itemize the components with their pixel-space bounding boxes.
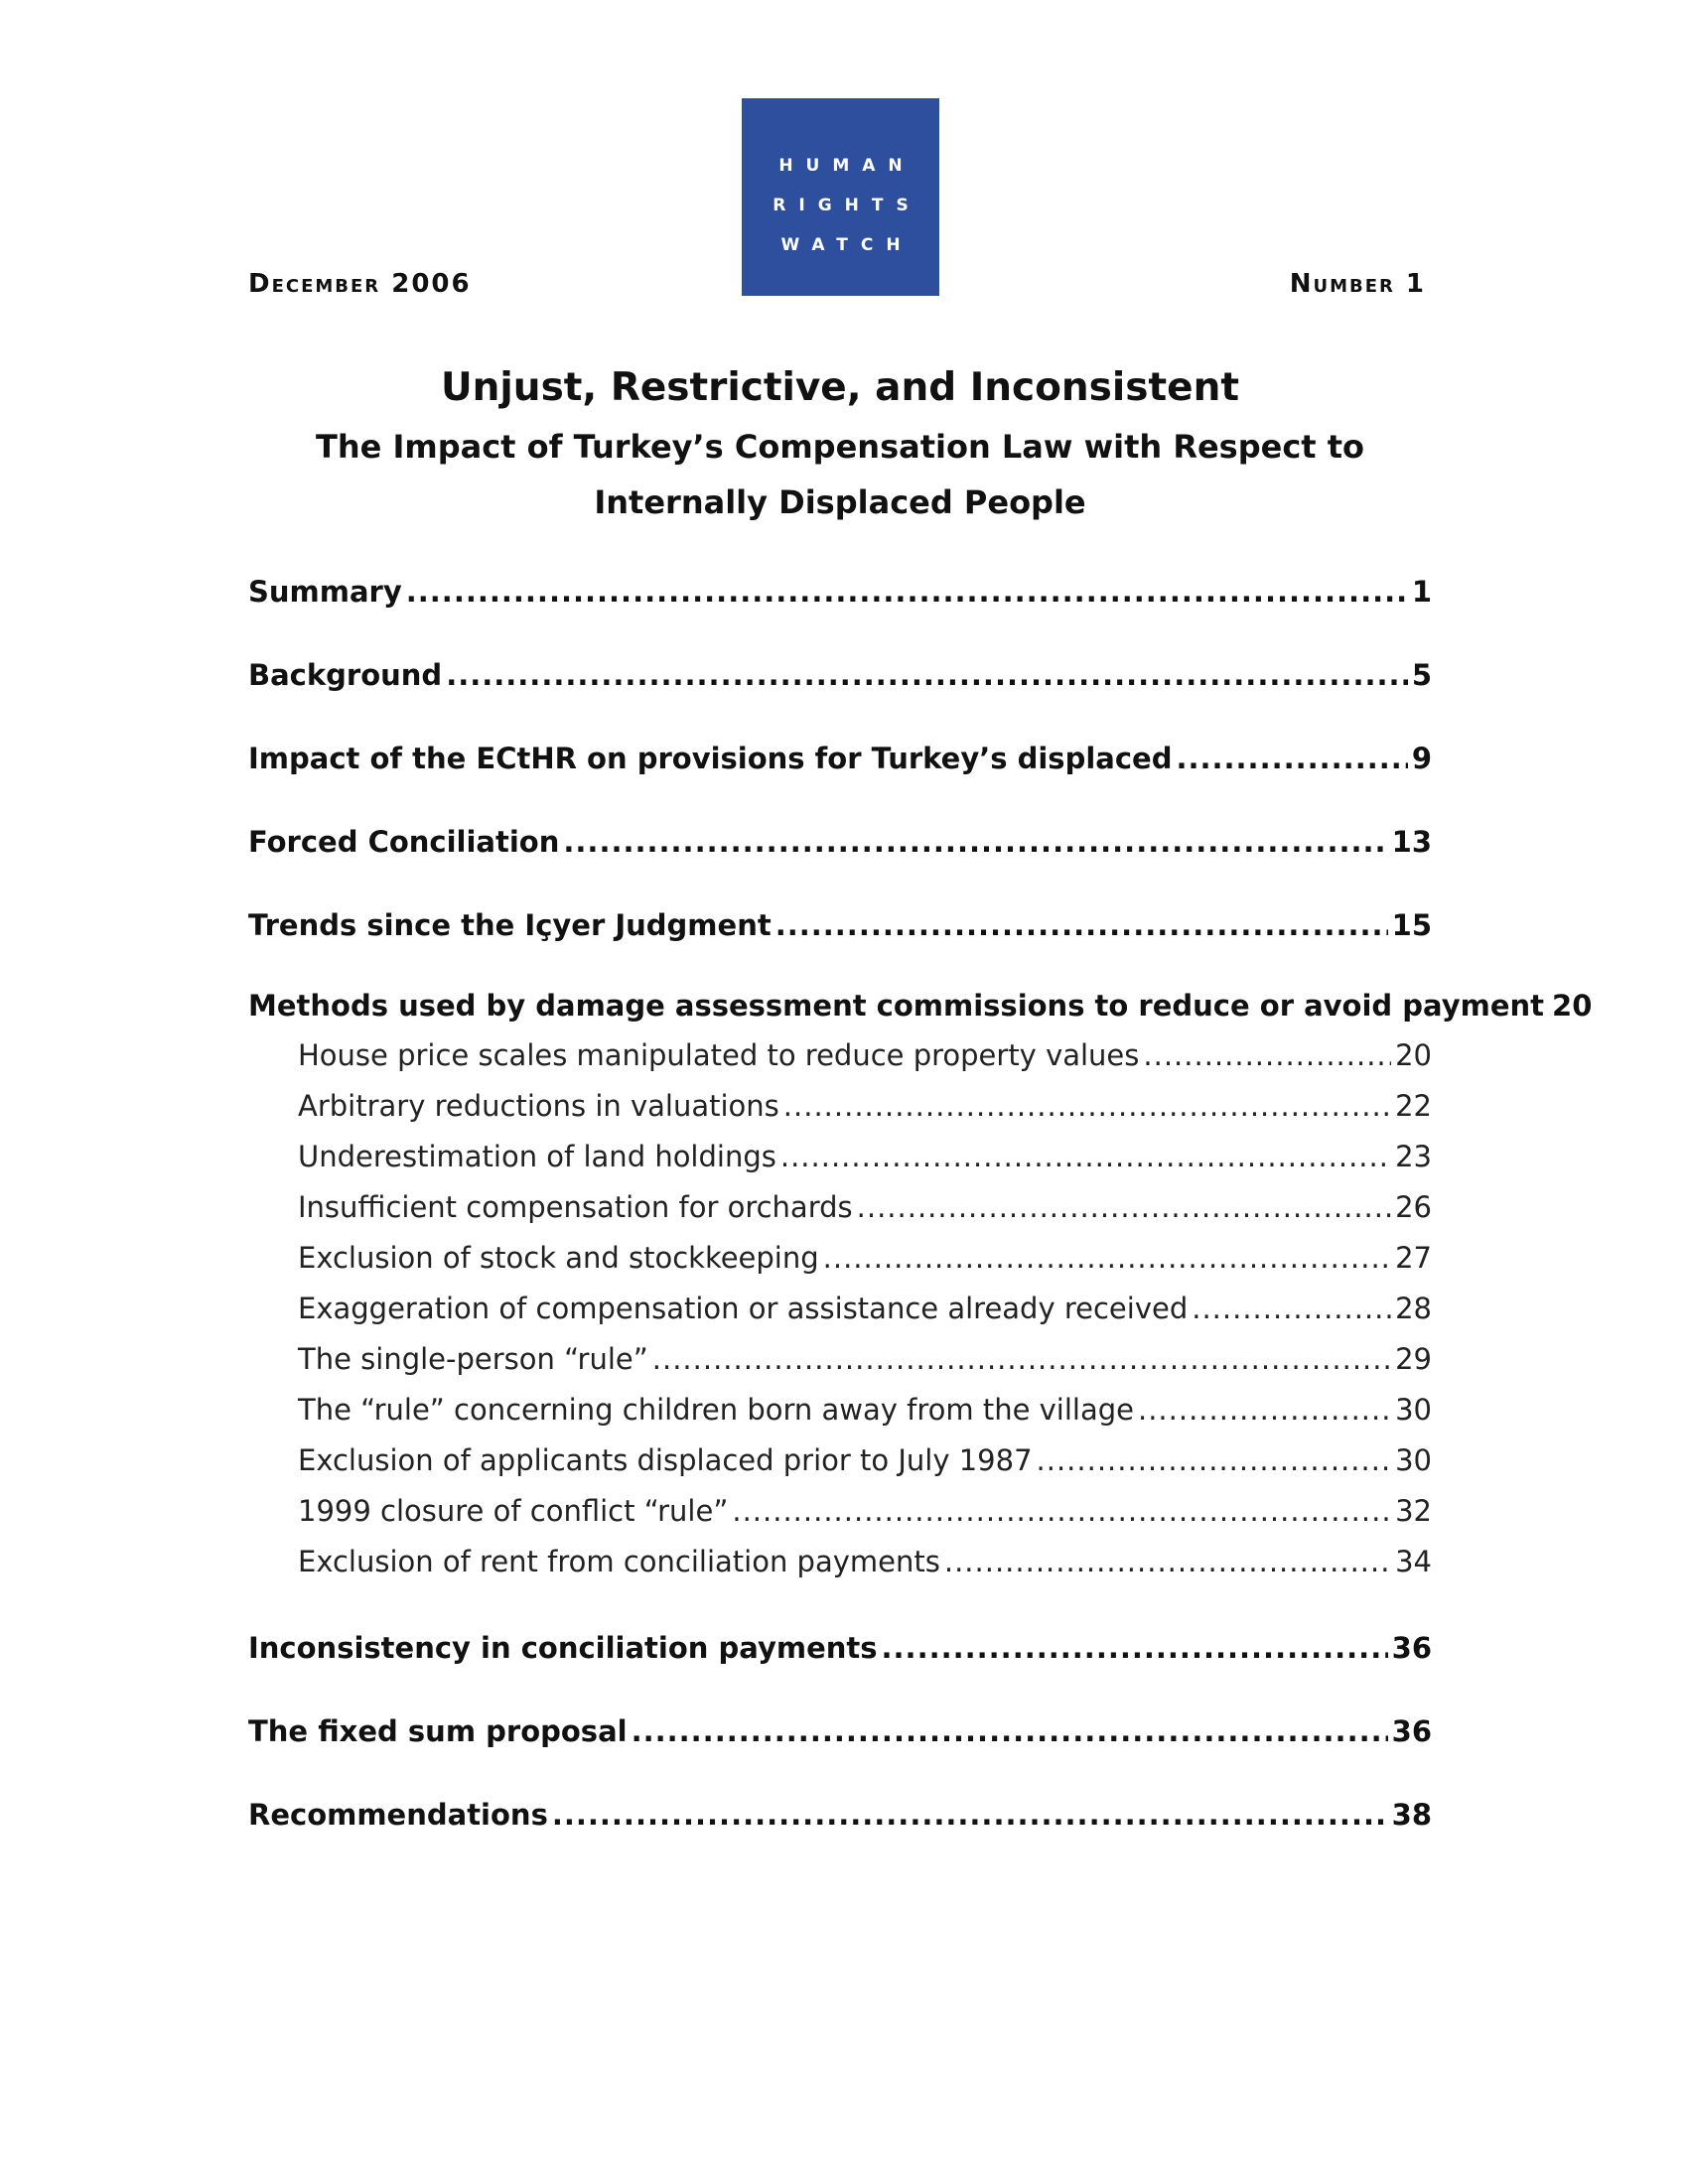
toc-subentry-label: Arbitrary reductions in valuations [298,1089,779,1123]
toc-leader-dots [632,1704,1388,1759]
toc-entry-methods[interactable] [248,981,1593,1030]
toc-entry-forced-conciliation[interactable] [248,814,1432,897]
toc-leader-dots [652,1334,1391,1385]
toc-entry-label: Methods used by damage assessment commissions to reduce or avoid payment [248,989,1545,1023]
toc-leader-dots [857,1182,1391,1233]
toc-page-number: 29 [1395,1342,1432,1376]
toc-leader-dots [1192,1284,1391,1334]
report-subtitle-line-1: The Impact of Turkey’s Compensation Law with Respect to [316,428,1364,466]
logo-line-1: HUMAN [778,156,915,176]
toc-leader-dots [406,564,1408,619]
toc-leader-dots [780,1132,1391,1182]
toc-page-number: 1 [1411,575,1432,609]
toc-entry-trends[interactable] [248,897,1432,981]
toc-leader-dots [783,1081,1391,1132]
toc-subentry-land-holdings[interactable] [248,1132,1432,1182]
toc-entry-fixed-sum-proposal[interactable] [248,1704,1432,1787]
toc-subentry-label: Exclusion of stock and stockkeeping [298,1241,819,1275]
toc-subentry-displaced-prior-1987[interactable] [248,1435,1432,1486]
toc-entry-label: The fixed sum proposal [248,1714,628,1748]
toc-subentry-label: The “rule” concerning children born away from the village [298,1393,1134,1427]
report-title: Unjust, Restrictive, and Inconsistent [441,365,1239,410]
toc-entry-inconsistency[interactable] [248,1620,1432,1704]
human-rights-watch-logo [742,98,939,296]
toc-entry-label: Summary [248,575,402,609]
toc-leader-dots [1138,1385,1391,1435]
toc-page-number: 20 [1395,1038,1432,1072]
toc-leader-dots [563,814,1387,870]
toc-entry-background[interactable] [248,647,1432,731]
toc-leader-dots [732,1486,1391,1537]
toc-subentry-label: Exaggeration of compensation or assistance already received [298,1292,1189,1325]
toc-page-number: 20 [1552,989,1593,1023]
toc-page-number: 15 [1391,908,1432,942]
toc-subentry-orchards[interactable] [248,1182,1432,1233]
toc-page-number: 28 [1395,1292,1432,1325]
toc-page-number: 13 [1391,825,1432,859]
report-subtitle-line-2: Internally Displaced People [594,483,1086,521]
title-block [248,357,1432,530]
toc-entry-label: Recommendations [248,1798,548,1832]
toc-leader-dots [552,1787,1388,1843]
toc-entry-label: Trends since the Içyer Judgment [248,908,772,942]
toc-leader-dots [1143,1030,1391,1081]
toc-subentry-label: Exclusion of rent from conciliation payments [298,1545,940,1578]
toc-entry-recommendations[interactable] [248,1787,1432,1870]
toc-leader-dots [1176,731,1407,786]
toc-page-number: 30 [1395,1393,1432,1427]
logo-line-2: RIGHTS [773,196,921,215]
toc-subentry-label: Exclusion of applicants displaced prior to July 1987 [298,1443,1033,1477]
toc-subentry-1999-closure-rule[interactable] [248,1486,1432,1537]
issue-number: Number 1 [1289,269,1426,299]
toc-entry-label: Inconsistency in conciliation payments [248,1631,878,1665]
toc-entry-label: Impact of the ECtHR on provisions for Turkey’s displaced [248,742,1173,775]
toc-page-number: 26 [1395,1190,1432,1224]
toc-page-number: 36 [1391,1631,1432,1665]
toc-page-number: 23 [1395,1140,1432,1173]
toc-page-number: 30 [1395,1443,1432,1477]
toc-page-number: 22 [1395,1089,1432,1123]
toc-page-number: 9 [1411,742,1432,775]
table-of-contents [248,564,1593,1870]
toc-subentry-single-person-rule[interactable] [248,1334,1432,1385]
toc-subentry-exaggeration[interactable] [248,1284,1432,1334]
toc-page-number: 32 [1395,1494,1432,1528]
toc-entry-label: Forced Conciliation [248,825,560,859]
toc-subentry-children-rule[interactable] [248,1385,1432,1435]
toc-entry-ecthr-impact[interactable] [248,731,1432,814]
toc-page-number: 27 [1395,1241,1432,1275]
toc-leader-dots [446,647,1408,703]
toc-subentry-arbitrary-reductions[interactable] [248,1081,1432,1132]
toc-subentry-label: House price scales manipulated to reduce property values [298,1038,1140,1072]
toc-subentry-label: The single-person “rule” [298,1342,648,1376]
toc-entry-label: Background [248,658,443,692]
toc-subentry-rent-exclusion[interactable] [248,1537,1432,1620]
toc-leader-dots [1037,1435,1392,1486]
toc-page-number: 36 [1391,1714,1432,1748]
toc-leader-dots [823,1233,1391,1284]
toc-leader-dots [882,1620,1388,1676]
toc-leader-dots [775,897,1388,953]
logo-line-3: WATCH [780,235,914,255]
toc-page-number: 38 [1391,1798,1432,1832]
toc-page-number: 34 [1395,1545,1432,1578]
toc-leader-dots [944,1537,1391,1587]
toc-subentry-label: 1999 closure of conflict “rule” [298,1494,729,1528]
toc-subentry-house-price-scales[interactable] [248,1030,1432,1081]
toc-page-number: 5 [1411,658,1432,692]
toc-subentry-stock[interactable] [248,1233,1432,1284]
toc-subentry-label: Insufficient compensation for orchards [298,1190,853,1224]
issue-date: December 2006 [248,269,472,299]
toc-entry-summary[interactable] [248,564,1432,647]
toc-subentry-label: Underestimation of land holdings [298,1140,776,1173]
